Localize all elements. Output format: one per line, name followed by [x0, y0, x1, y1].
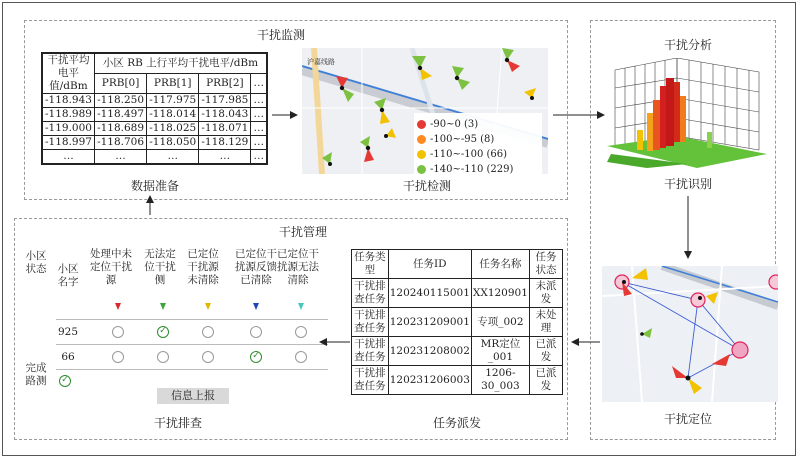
row-divider — [56, 319, 328, 320]
road-label: 沪嘉线路 — [307, 58, 335, 66]
status-radio[interactable] — [112, 351, 124, 363]
task-id: 120240115001 — [388, 279, 471, 308]
table-row — [42, 94, 267, 108]
table-row — [42, 150, 267, 165]
status-col-header: 已定位干扰源反馈已清除 — [235, 248, 277, 286]
task-id: 120231208002 — [388, 337, 471, 366]
status-col-header: 已定位干扰源无法清除 — [277, 248, 319, 286]
table-cell: -118.129 — [199, 136, 251, 150]
status-check-icon[interactable]: ✓ — [157, 326, 169, 338]
localization-map-graphic — [602, 266, 778, 402]
table-cell: -118.043 — [199, 108, 251, 122]
table-cell: … — [251, 150, 267, 165]
table-row[interactable] — [352, 308, 563, 337]
table-cell: … — [94, 150, 146, 165]
task-type: 干扰排查任务 — [352, 337, 389, 366]
row-divider — [56, 344, 328, 345]
status-col-header: 已定位干扰源未清除 — [187, 248, 219, 286]
task-id: 120231206003 — [388, 366, 471, 395]
interference-data-table — [41, 52, 268, 165]
legend-item — [417, 162, 539, 174]
legend-swatch — [417, 120, 426, 129]
legend-label: -140~-110 (229) — [430, 164, 514, 174]
identification-title: 干扰识别 — [663, 177, 713, 191]
prb-header: PRB[0] — [94, 74, 146, 94]
detection-map — [302, 48, 548, 174]
task-col-header: 任务名称 — [471, 250, 529, 279]
dispatch-title: 任务派发 — [432, 416, 482, 430]
table-cell: -118.943 — [42, 94, 94, 108]
done-check-icon[interactable]: ✓ — [59, 375, 71, 387]
legend-label: -90~0 (3) — [430, 119, 479, 130]
legend-item — [417, 117, 539, 132]
legend-swatch — [417, 165, 426, 174]
task-status: 已派发 — [529, 337, 562, 366]
status-radio[interactable] — [202, 351, 214, 363]
task-status: 已派发 — [529, 366, 562, 395]
prb-header: … — [251, 74, 267, 94]
status-radio[interactable] — [157, 351, 169, 363]
table-row[interactable] — [352, 279, 563, 308]
mean-level-header: 干扰平均电平值/dBm — [42, 53, 94, 94]
management-title: 干扰管理 — [278, 225, 328, 239]
table-cell: … — [147, 150, 199, 165]
table-row[interactable] — [352, 366, 563, 395]
table-cell: -118.989 — [42, 108, 94, 122]
table-row — [42, 108, 267, 122]
table-cell: -118.071 — [199, 122, 251, 136]
task-status: 未派发 — [529, 279, 562, 308]
cell-status-label: 小区状态 — [25, 250, 47, 275]
task-table — [351, 249, 563, 395]
table-row — [42, 136, 267, 150]
table-cell: … — [251, 136, 267, 150]
cell-name: 925 — [57, 326, 79, 338]
report-button[interactable]: 信息上报 — [157, 388, 229, 404]
legend-item — [417, 147, 539, 162]
legend-label: -100~-95 (8) — [430, 134, 495, 145]
task-col-header: 任务ID — [388, 250, 471, 279]
table-cell: -118.706 — [94, 136, 146, 150]
prb-header: PRB[2] — [199, 74, 251, 94]
table-cell: … — [199, 150, 251, 165]
task-type: 干扰排查任务 — [352, 279, 389, 308]
detection-title: 干扰检测 — [402, 179, 452, 193]
table-cell: -117.975 — [147, 94, 199, 108]
task-type: 干扰排查任务 — [352, 308, 389, 337]
table-cell: -118.014 — [147, 108, 199, 122]
task-type: 干扰排查任务 — [352, 366, 389, 395]
table-cell: -118.250 — [94, 94, 146, 108]
table-cell: … — [251, 94, 267, 108]
status-pin-icon — [298, 303, 304, 310]
status-col-header: 处理中未定位干扰源 — [90, 248, 132, 286]
table-cell: -118.025 — [147, 122, 199, 136]
table-cell: … — [251, 122, 267, 136]
analysis-title: 干扰分析 — [663, 38, 713, 52]
table-cell: -118.497 — [94, 108, 146, 122]
task-name: XX120901 — [471, 279, 529, 308]
cell-name: 66 — [61, 351, 75, 363]
legend-swatch — [417, 135, 426, 144]
table-row — [42, 122, 267, 136]
task-name: 专项_002 — [471, 308, 529, 337]
table-cell: -118.050 — [147, 136, 199, 150]
table-cell: … — [251, 108, 267, 122]
table-cell: -117.985 — [199, 94, 251, 108]
status-radio[interactable] — [295, 326, 307, 338]
prb-header: PRB[1] — [147, 74, 199, 94]
done-label: 完成路测 — [25, 362, 47, 387]
status-pin-icon — [115, 303, 121, 310]
legend — [414, 113, 542, 174]
table-cell: -118.997 — [42, 136, 94, 150]
status-pin-icon — [160, 303, 166, 310]
localization-map — [602, 266, 778, 402]
legend-item — [417, 132, 539, 147]
status-radio[interactable] — [295, 351, 307, 363]
row-divider — [56, 369, 328, 370]
status-radio[interactable] — [250, 326, 262, 338]
status-check-icon[interactable]: ✓ — [250, 351, 262, 363]
status-col-header: 无法定位干扰侧 — [144, 248, 176, 286]
task-name: 1206-30_003 — [471, 366, 529, 395]
interference-3d-plot — [607, 58, 767, 168]
table-cell: … — [42, 150, 94, 165]
rb-group-header: 小区 RB 上行平均干扰电平/dBm — [94, 53, 267, 74]
legend-swatch — [417, 150, 426, 159]
table-row[interactable] — [352, 337, 563, 366]
status-radio[interactable] — [202, 326, 214, 338]
monitoring-title: 干扰监测 — [256, 28, 306, 42]
data-prep-title: 数据准备 — [130, 179, 180, 193]
legend-label: -110~-100 (66) — [430, 149, 508, 160]
status-pin-icon — [253, 303, 259, 310]
localization-title: 干扰定位 — [663, 412, 713, 426]
task-col-header: 任务状态 — [529, 250, 562, 279]
table-cell: -118.689 — [94, 122, 146, 136]
investigation-title: 干扰排查 — [153, 416, 203, 430]
task-col-header: 任务类型 — [352, 250, 389, 279]
task-id: 120231209001 — [388, 308, 471, 337]
task-name: MR定位_001 — [471, 337, 529, 366]
status-pin-icon — [205, 303, 211, 310]
task-status: 未处理 — [529, 308, 562, 337]
status-radio[interactable] — [112, 326, 124, 338]
cell-name-label: 小区名字 — [57, 263, 79, 288]
table-cell: -119.000 — [42, 122, 94, 136]
